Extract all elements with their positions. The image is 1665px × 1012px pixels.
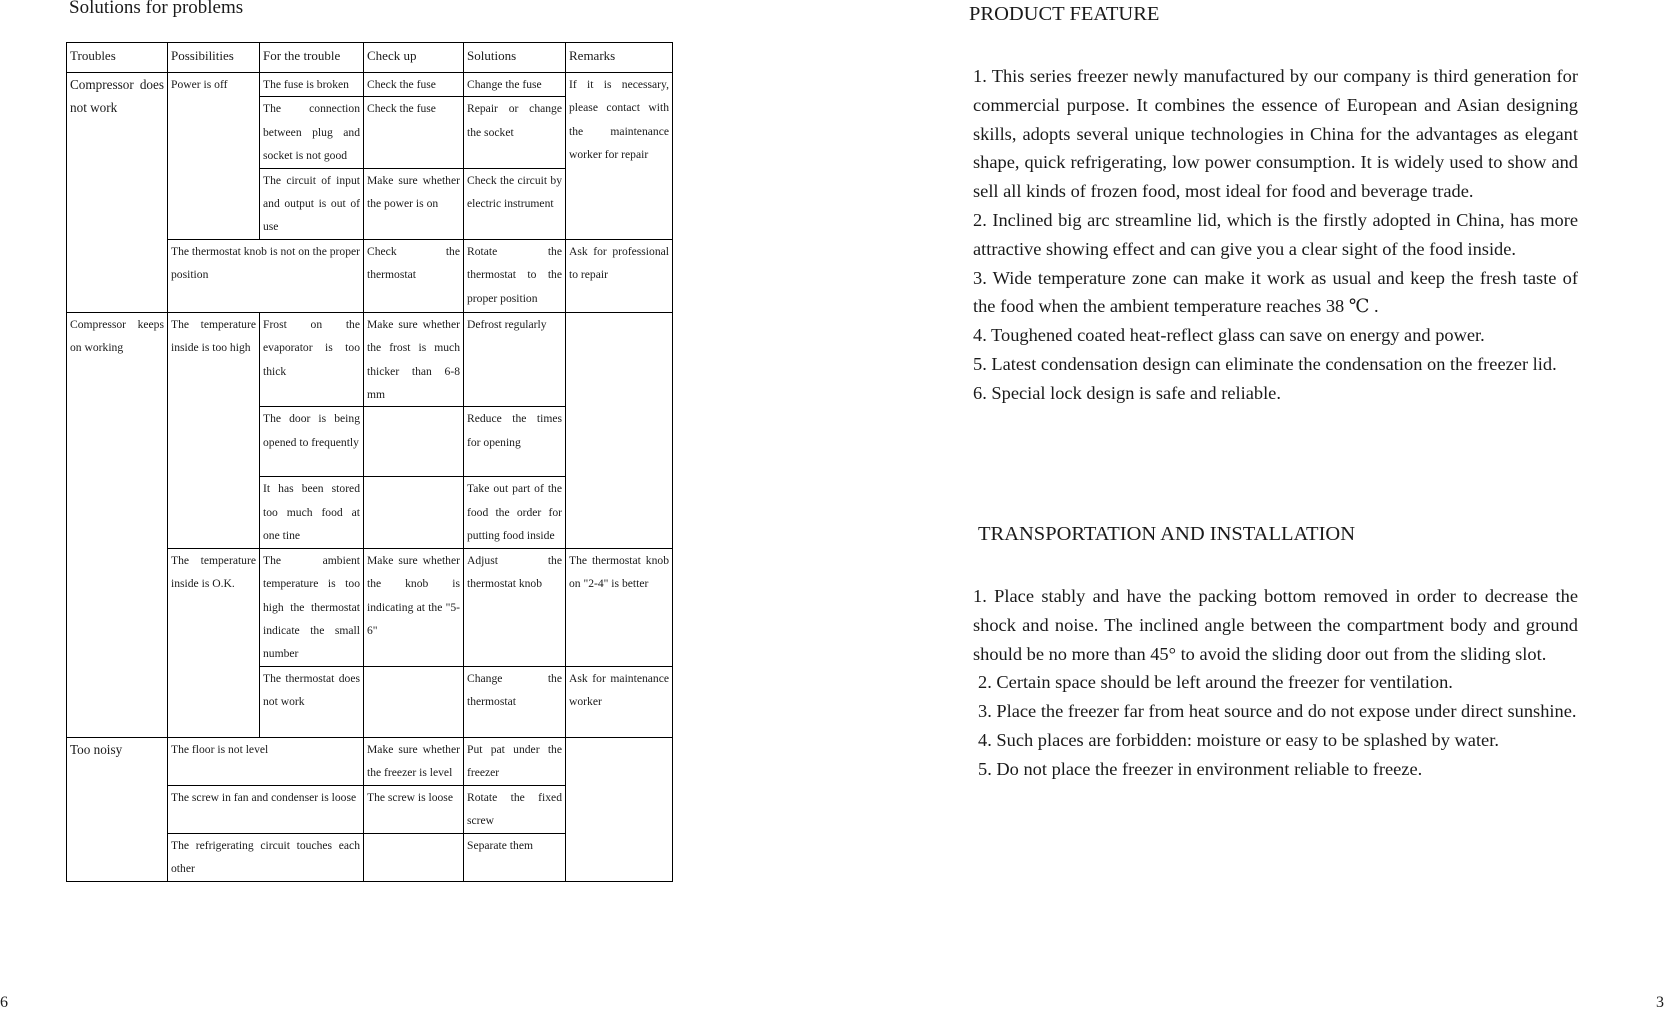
possibility-cell: The temperature inside is O.K. (168, 548, 260, 737)
solution-cell: Rotate the thermostat to the proper position (464, 239, 566, 312)
check-cell (364, 666, 464, 737)
table-row (67, 737, 673, 785)
cause-cell: The circuit of input and output is out of use (260, 168, 364, 239)
cause-cell: Frost on the evaporator is too thick (260, 312, 364, 407)
list-item: 2. Certain space should be left around the freezer for ventilation. (978, 672, 1453, 693)
cause-cell: The thermostat knob is not on the proper position (168, 239, 364, 312)
cause-cell: The door is being opened to frequently (260, 407, 364, 477)
cause-cell: It has been stored too much food at one tine (260, 477, 364, 548)
list-item: 4. Such places are forbidden: moisture or easy to be splashed by water. (978, 729, 1499, 750)
column-header: Solutions (464, 43, 566, 73)
product-feature-list (973, 62, 1578, 408)
page-title: Solutions for problems (69, 0, 244, 18)
cause-cell: The thermostat does not work (260, 666, 364, 737)
check-cell (364, 833, 464, 881)
table-row (67, 73, 673, 97)
column-header: Remarks (566, 43, 673, 73)
table-header-row (67, 43, 673, 73)
remark-cell: The thermostat knob on "2-4" is better (566, 548, 673, 666)
remark-cell: Ask for professional to repair (566, 239, 673, 312)
solution-cell: Adjust the thermostat knob (464, 548, 566, 666)
solution-cell: Defrost regularly (464, 312, 566, 407)
check-cell: Make sure whether the frost is much thicker than 6-8 mm (364, 312, 464, 407)
list-item: 2. Inclined big arc streamline lid, which is the firstly adopted in China, has more attractive showing effect and can give you a clear sight of the food inside. (973, 209, 1578, 259)
check-cell (364, 407, 464, 477)
transportation-list (973, 582, 1578, 784)
page-number: 6 (0, 994, 8, 1011)
solution-cell: Change the thermostat (464, 666, 566, 737)
cause-cell: The connection between plug and socket is not good (260, 97, 364, 168)
solution-cell: Change the fuse (464, 73, 566, 97)
solution-cell: Separate them (464, 833, 566, 881)
column-header: Troubles (67, 43, 168, 73)
cause-cell: The refrigerating circuit touches each other (168, 833, 364, 881)
transportation-heading: TRANSPORTATION AND INSTALLATION (978, 523, 1356, 545)
solution-cell: Rotate the fixed screw (464, 785, 566, 833)
column-header: Check up (364, 43, 464, 73)
product-feature-heading: PRODUCT FEATURE (969, 3, 1160, 25)
check-cell: Check the fuse (364, 97, 464, 168)
cause-cell: The screw in fan and condenser is loose (168, 785, 364, 833)
list-item: 1. Place stably and have the packing bottom removed in order to decrease the shock and noise. The inclined angle between the compartment body and ground should be no more than 45° to avoid the sliding door out from the sliding slot. (973, 586, 1578, 664)
solution-cell: Put pat under the freezer (464, 737, 566, 785)
list-item: 3. Place the freezer far from heat source and do not expose under direct sunshine. (978, 701, 1577, 722)
list-item: 4. Toughened coated heat-reflect glass can save on energy and power. (973, 325, 1485, 346)
remark-cell (566, 312, 673, 548)
cause-cell: The ambient temperature is too high the thermostat indicate the small number (260, 548, 364, 666)
check-cell: The screw is loose (364, 785, 464, 833)
cause-cell: The fuse is broken (260, 73, 364, 97)
check-cell: Make sure whether the knob is indicating at the "5-6" (364, 548, 464, 666)
check-cell: Check the thermostat (364, 239, 464, 312)
trouble-cell: Too noisy (67, 737, 168, 881)
trouble-cell: Compressor does not work (67, 73, 168, 313)
column-header: Possibilities (168, 43, 260, 73)
page-number: 3 (1656, 994, 1664, 1011)
remark-cell (566, 737, 673, 881)
remark-cell: Ask for maintenance worker (566, 666, 673, 737)
list-item: 1. This series freezer newly manufactured by our company is third generation for commercial purpose. It combines the essence of European and Asian designing skills, adopts several unique technologies in China for the advantages as elegant shape, quick refrigerating, low power consumption. It is widely used to show and sell all kinds of frozen food, most ideal for food and beverage trade. (973, 66, 1578, 202)
cause-cell: The floor is not level (168, 737, 364, 785)
check-cell: Make sure whether the power is on (364, 168, 464, 239)
solution-cell: Take out part of the food the order for putting food inside (464, 477, 566, 548)
list-item: 5. Latest condensation design can eliminate the condensation on the freezer lid. (973, 353, 1557, 374)
solution-cell: Reduce the times for opening (464, 407, 566, 477)
check-cell: Make sure whether the freezer is level (364, 737, 464, 785)
solution-cell: Check the circuit by electric instrument (464, 168, 566, 239)
troubleshooting-table (66, 42, 673, 882)
column-header: For the trouble (260, 43, 364, 73)
remark-cell: If it is necessary, please contact with the maintenance worker for repair (566, 73, 673, 240)
table-row (67, 312, 673, 407)
list-item: 6. Special lock design is safe and reliable. (973, 382, 1281, 403)
solution-cell: Repair or change the socket (464, 97, 566, 168)
possibility-cell: Power is off (168, 73, 260, 240)
list-item: 3. Wide temperature zone can make it work as usual and keep the fresh taste of the food when the ambient temperature reaches 38 ℃ . (973, 267, 1578, 317)
trouble-cell: Compressor keeps on working (67, 312, 168, 737)
possibility-cell: The temperature inside is too high (168, 312, 260, 548)
check-cell (364, 477, 464, 548)
list-item: 5. Do not place the freezer in environment reliable to freeze. (978, 758, 1423, 779)
check-cell: Check the fuse (364, 73, 464, 97)
